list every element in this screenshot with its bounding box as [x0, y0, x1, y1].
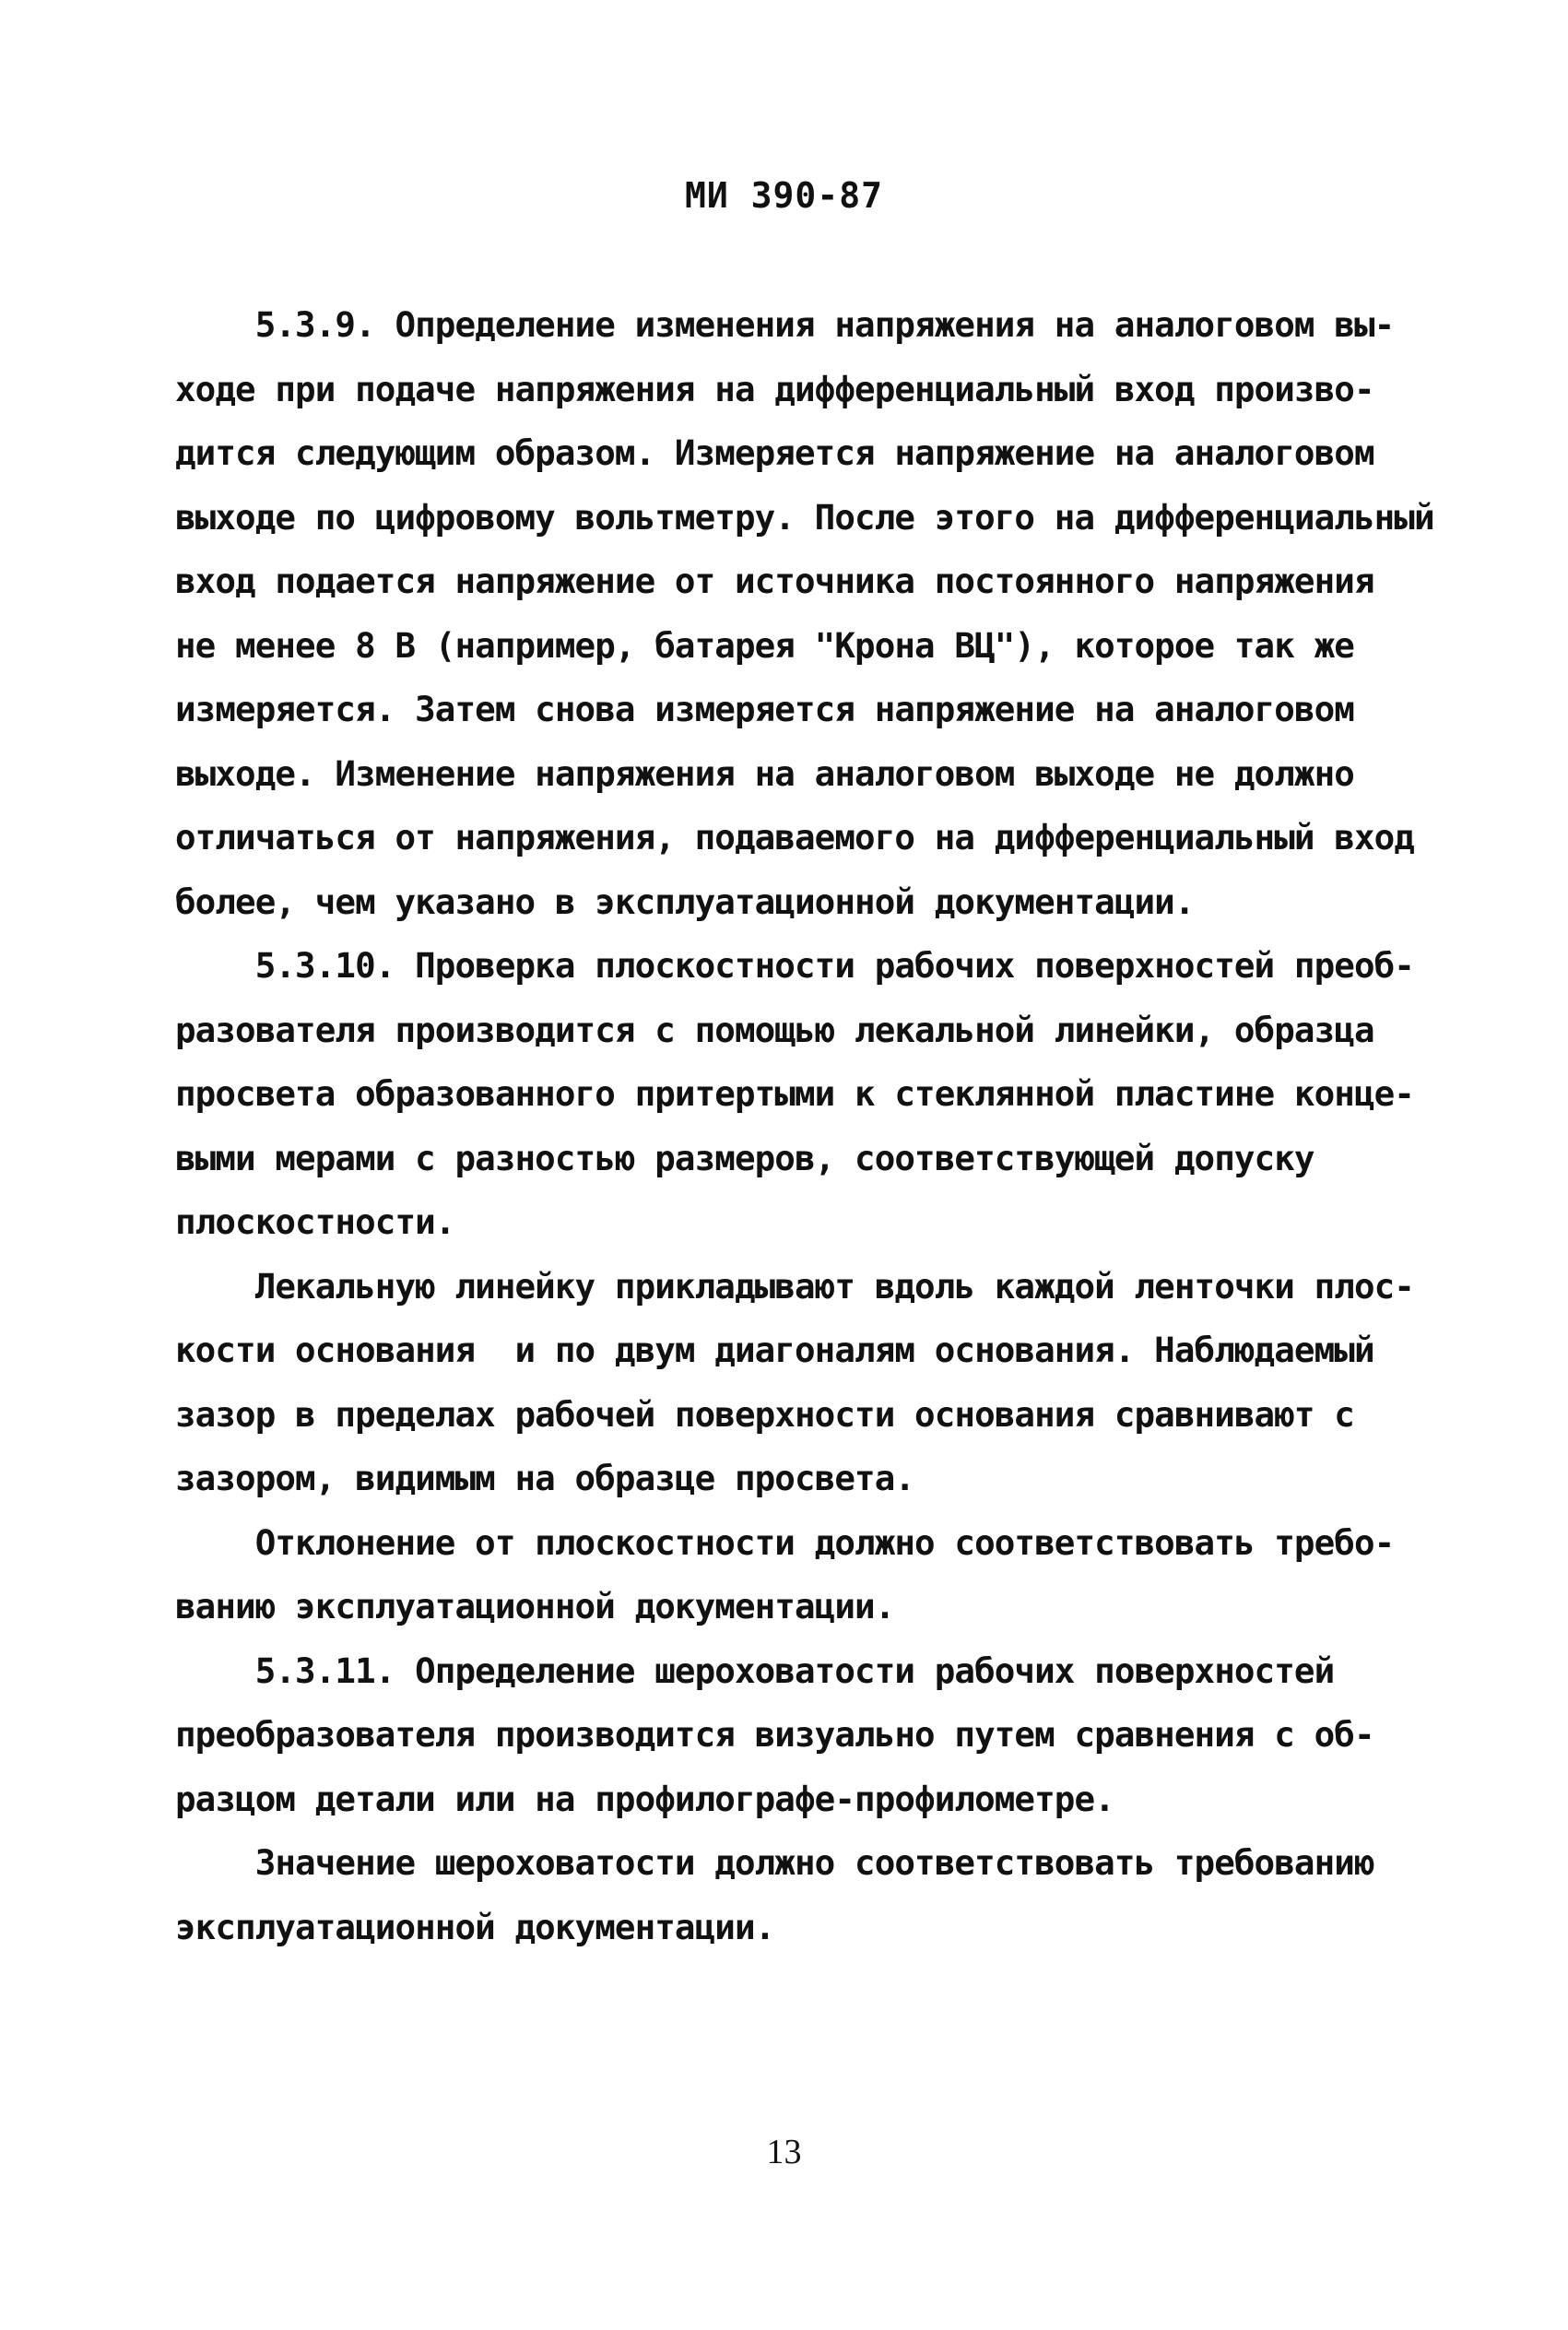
text-line: дится следующим образом. Измеряется напряжение на аналоговом	[175, 432, 1374, 473]
text-line: более, чем указано в эксплуатационной документации.	[175, 881, 1195, 922]
text-line: измеряется. Затем снова измеряется напряжение на аналоговом	[175, 689, 1354, 729]
text-line: ходе при подаче напряжения на дифференциальный вход произво-	[175, 368, 1374, 409]
text-line: Лекальную линейку прикладывают вдоль каждой ленточки плос-	[175, 1265, 1414, 1307]
text-line: 5.3.11. Определение шероховатости рабочих поверхностей	[175, 1650, 1335, 1691]
text-line: просвета образованного притертыми к стеклянной пластине конце-	[175, 1073, 1414, 1114]
text-line: Значение шероховатости должно соответствовать требованию	[175, 1842, 1374, 1883]
text-line: не менее 8 В (например, батарея "Крона ВЦ"), которое так же	[175, 624, 1354, 666]
text-line: ванию эксплуатационной документации.	[175, 1586, 895, 1626]
text-line: зазор в пределах рабочей поверхности основания сравнивают с	[175, 1393, 1354, 1435]
text-line: плоскостности.	[175, 1201, 455, 1242]
text-line: выходе. Изменение напряжения на аналоговом выходе не должно	[175, 752, 1354, 794]
text-line: зазором, видимым на образце просвета.	[175, 1458, 915, 1498]
text-line: Отклонение от плоскостности должно соответствовать требо-	[175, 1521, 1395, 1563]
text-line: отличаться от напряжения, подаваемого на дифференциальный вход	[175, 817, 1414, 857]
text-line: разователя производится с помощью лекальной линейки, образца	[175, 1009, 1374, 1050]
text-line: вход подается напряжение от источника постоянного напряжения	[175, 561, 1374, 601]
text-line: 5.3.9. Определение изменения напряжения на аналоговом вы-	[175, 304, 1395, 345]
text-line: 5.3.10. Проверка плоскостности рабочих поверхностей преоб-	[175, 945, 1414, 986]
text-line: кости основания и по двум диагоналям основания. Наблюдаемый	[175, 1330, 1374, 1370]
body-text	[175, 293, 1434, 1959]
text-line: эксплуатационной документации.	[175, 1906, 775, 1947]
text-line: разцом детали или на профилографе-профилометре.	[175, 1778, 1114, 1819]
page-number: 13	[766, 2133, 802, 2171]
text-line: выходе по цифровому вольтметру. После этого на дифференциальный	[175, 496, 1434, 538]
document-code-header: МИ 390-87	[685, 175, 883, 216]
text-line: преобразователя производится визуально путем сравнения с об-	[175, 1714, 1374, 1755]
text-line: выми мерами с разностью размеров, соответствующей допуску	[175, 1137, 1315, 1178]
